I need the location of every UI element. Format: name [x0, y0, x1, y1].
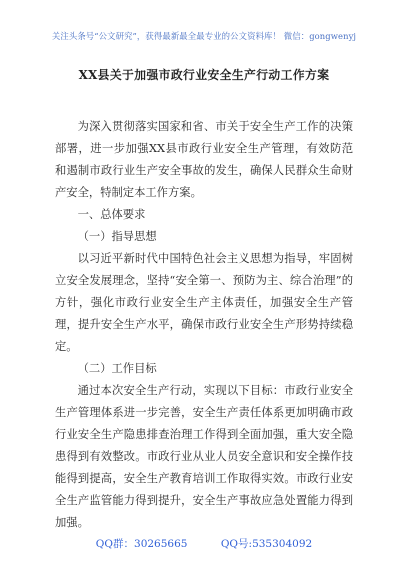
- subheading-guiding-ideology: （一）指导思想: [77, 230, 157, 243]
- footer-qq-group: QQ群：30265665: [95, 538, 188, 550]
- footer-contact: [0, 536, 408, 551]
- paragraph-work-goals: 通过本次安全生产行动，实现以下目标：市政行业安全生产管理体系进一步完善，安全生产责任体系更加明确市政行业安全生产隐患排查治理工作得到全面加强，重大安全隐患得到有效整改。市政行业从业人员安全意识和安全操作技能得到提高，安全生产教育培训工作取得实效。市政行业安全生产监管能力得到提升，安全生产事故应急处置能力得到加强。: [55, 384, 353, 529]
- document-body: [55, 116, 353, 534]
- header-note: 关注头条号“公文研究”，获得最新最全最专业的公文资料库！ 微信：gongwenyj: [51, 31, 357, 41]
- footer-qq-number: QQ号:535304092: [220, 538, 313, 550]
- heading-general-requirements: 一、总体要求: [77, 208, 146, 221]
- document-title: XX县关于加强市政行业安全生产行动工作方案: [78, 68, 330, 82]
- paragraph-intro: 为深入贯彻落实国家和省、市关于安全生产工作的决策部署，进一步加强XX县市政行业安全生产管理，有效防范和遏制市政行业生产安全事故的发生，确保人民群众生命财产安全，特制定本工作方案。: [55, 120, 353, 199]
- paragraph-guiding-ideology: 以习近平新时代中国特色社会主义思想为指导，牢固树立安全发展理念，坚持“安全第一、预防为主、综合治理”的方针，强化市政行业安全生产主体责任，加强安全生产管理，提升安全生产水平，确保市政行业安全生产形势持续稳定。: [55, 252, 353, 353]
- subheading-work-goals: （二）工作目标: [77, 362, 157, 375]
